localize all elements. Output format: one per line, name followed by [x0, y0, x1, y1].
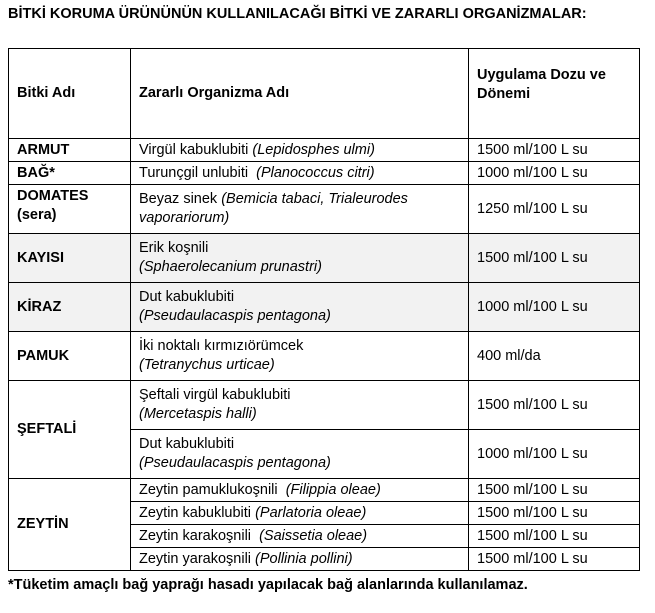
pest-name: Turunçgil unlubiti (Planococcus citri)	[131, 162, 469, 185]
table-row	[9, 381, 640, 430]
plant-name: KİRAZ	[9, 283, 131, 332]
pest-name: Dut kabuklubiti (Pseudaulacaspis pentagona)	[131, 430, 469, 479]
table-row	[9, 234, 640, 283]
plant-name: KAYISI	[9, 234, 131, 283]
plant-name: ŞEFTALİ	[9, 381, 131, 479]
plant-name: BAĞ*	[9, 162, 131, 185]
table-row	[9, 139, 640, 162]
dose: 1500 ml/100 L su	[469, 479, 640, 502]
pest-name: Erik koşnili (Sphaerolecanium prunastri)	[131, 234, 469, 283]
dose: 1000 ml/100 L su	[469, 283, 640, 332]
plant-name: ARMUT	[9, 139, 131, 162]
dose: 1000 ml/100 L su	[469, 162, 640, 185]
footnote: *Tüketim amaçlı bağ yaprağı hasadı yapılacak bağ alanlarında kullanılamaz.	[8, 577, 528, 593]
header-dose: Uygulama Dozu ve Dönemi	[469, 49, 640, 139]
plant-name: DOMATES (sera)	[9, 185, 131, 234]
table-row	[9, 332, 640, 381]
dose: 1250 ml/100 L su	[469, 185, 640, 234]
plant-name: PAMUK	[9, 332, 131, 381]
pest-table	[8, 48, 640, 571]
dose: 1500 ml/100 L su	[469, 234, 640, 283]
table-row	[9, 162, 640, 185]
header-plant: Bitki Adı	[9, 49, 131, 139]
page-title: BİTKİ KORUMA ÜRÜNÜNÜN KULLANILACAĞI BİTKİ VE ZARARLI ORGANİZMALAR:	[8, 6, 587, 22]
dose: 400 ml/da	[469, 332, 640, 381]
dose: 1000 ml/100 L su	[469, 430, 640, 479]
table-row	[9, 283, 640, 332]
pest-name: Beyaz sinek (Bemicia tabaci, Trialeurodes vaporariorum)	[131, 185, 469, 234]
dose: 1500 ml/100 L su	[469, 502, 640, 525]
pest-name: Virgül kabuklubiti (Lepidosphes ulmi)	[131, 139, 469, 162]
dose: 1500 ml/100 L su	[469, 525, 640, 548]
table-row	[9, 479, 640, 502]
table-row	[9, 185, 640, 234]
pest-name: Zeytin yarakoşnili (Pollinia pollini)	[131, 548, 469, 571]
pest-name: İki noktalı kırmızıörümcek (Tetranychus urticae)	[131, 332, 469, 381]
header-pest: Zararlı Organizma Adı	[131, 49, 469, 139]
pest-name: Dut kabuklubiti (Pseudaulacaspis pentagona)	[131, 283, 469, 332]
dose: 1500 ml/100 L su	[469, 139, 640, 162]
table-header-row	[9, 49, 640, 139]
pest-name: Zeytin pamuklukoşnili (Filippia oleae)	[131, 479, 469, 502]
dose: 1500 ml/100 L su	[469, 548, 640, 571]
pest-name: Şeftali virgül kabuklubiti (Mercetaspis halli)	[131, 381, 469, 430]
plant-name: ZEYTİN	[9, 479, 131, 571]
pest-name: Zeytin kabuklubiti (Parlatoria oleae)	[131, 502, 469, 525]
dose: 1500 ml/100 L su	[469, 381, 640, 430]
pest-name: Zeytin karakoşnili (Saissetia oleae)	[131, 525, 469, 548]
